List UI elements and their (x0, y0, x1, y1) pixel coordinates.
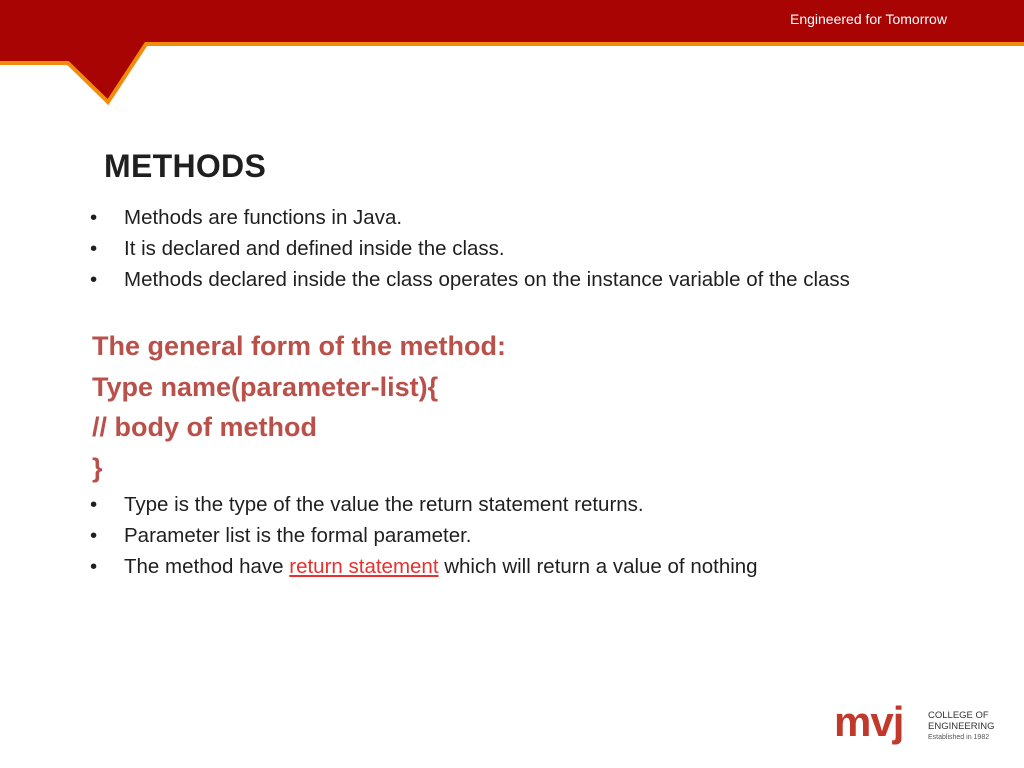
intro-bullet-list (90, 202, 850, 295)
general-form-body-comment: // body of method (92, 412, 317, 442)
logo-line-1: COLLEGE OF (928, 710, 989, 721)
bullet-item: • Methods declared inside the class operates on the instance variable of the class (90, 264, 850, 295)
general-form-closing-brace: } (92, 452, 103, 483)
highlight-return-statement: return statement (289, 555, 439, 578)
general-form-heading: The general form of the method: (92, 331, 507, 361)
bullet-text-before: The method have (124, 555, 290, 578)
slide-title: METHODS (104, 148, 267, 184)
bullet-item: • Methods are functions in Java. (90, 202, 850, 233)
bullet-item: • It is declared and defined inside the class. (90, 233, 850, 264)
logo-line-3: Established in 1982 (928, 734, 990, 741)
bullet-item: • Type is the type of the value the return statement returns. (90, 489, 758, 520)
bullet-text-after: which will return a value of nothing (438, 555, 758, 578)
bullet-item: • Parameter list is the formal parameter. (90, 520, 758, 551)
bullet-item-return (90, 551, 758, 582)
logo-mark: mvj (834, 700, 904, 745)
logo-line-2: ENGINEERING (928, 721, 995, 732)
college-logo (834, 700, 1004, 752)
header-tagline: Engineered for Tomorrow (790, 11, 947, 27)
general-form-signature: Type name(parameter-list){ (92, 371, 439, 402)
header-orange-accent (0, 44, 1024, 102)
detail-bullet-list (90, 489, 758, 582)
general-form-block (92, 326, 506, 488)
